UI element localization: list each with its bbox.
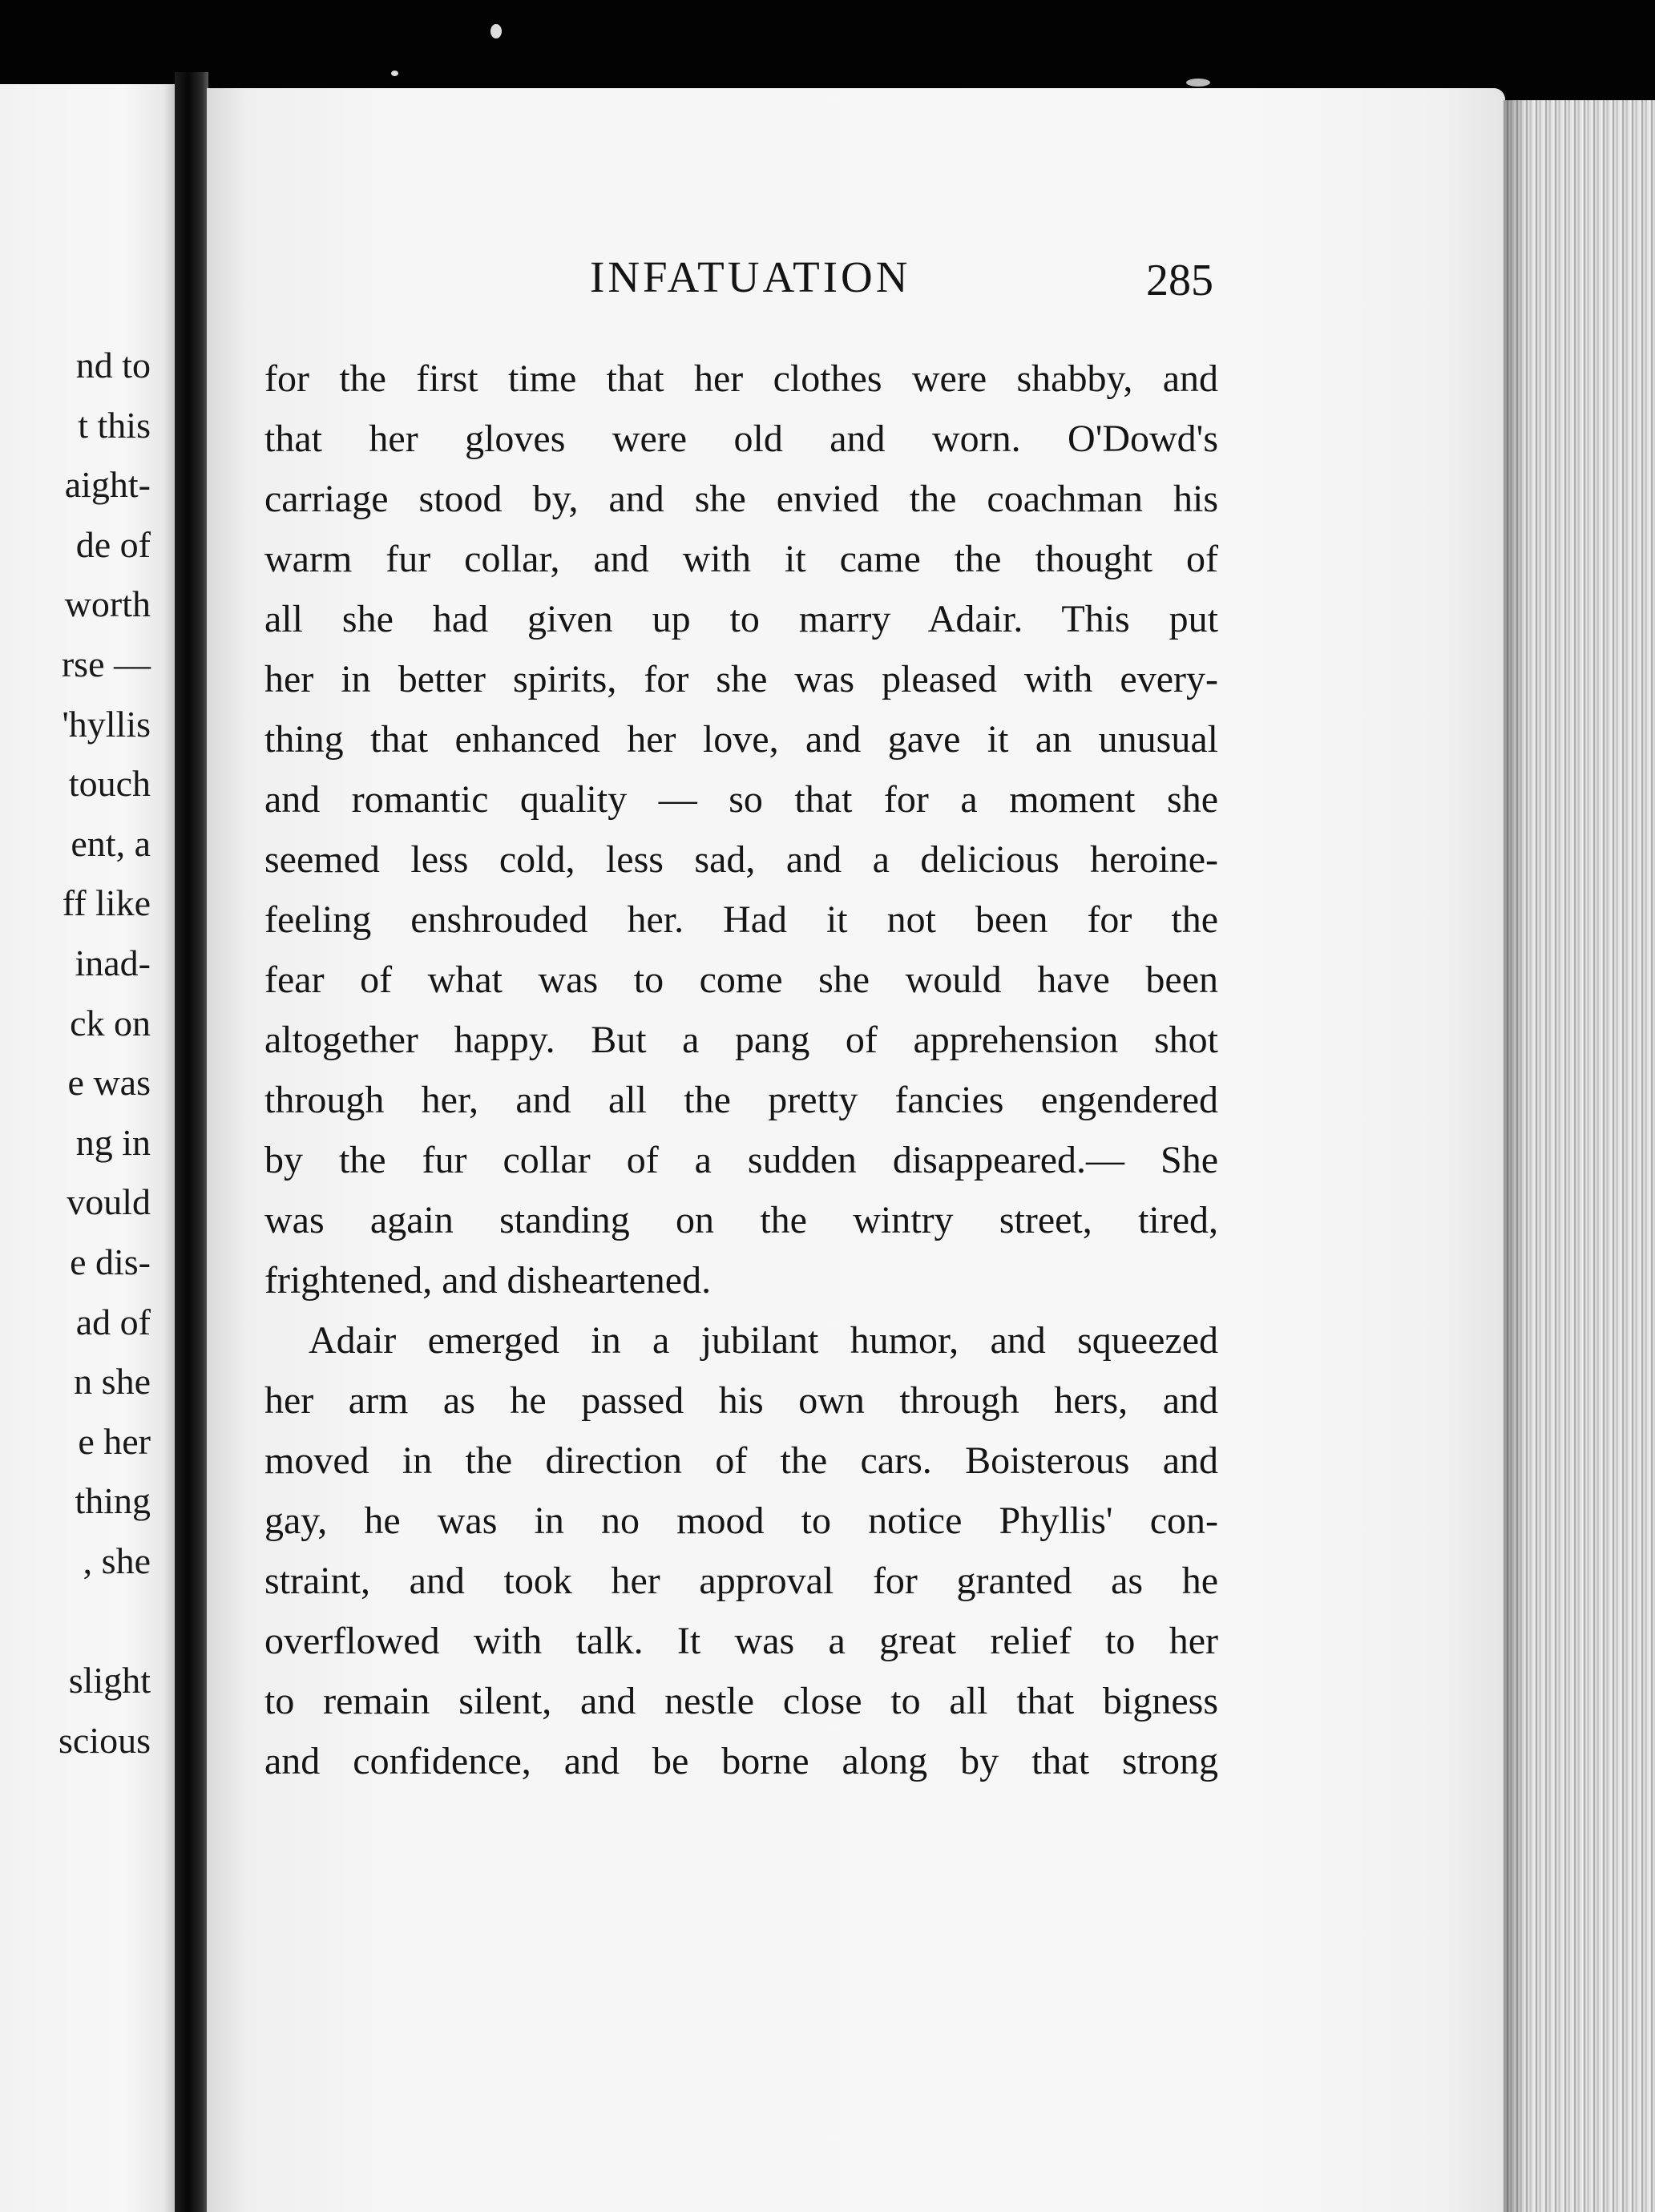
text-line: Adair emerged in a jubilant humor, and squeezed [309, 1319, 1218, 1362]
left-page-line-fragment: e dis- [70, 1241, 151, 1282]
left-page-line-fragment: rse — [61, 644, 151, 684]
text-line: that her gloves were old and worn. O'Dowd's [264, 418, 1218, 460]
left-page-line-fragment: ent, a [71, 822, 151, 864]
left-page-line-fragment: slight [68, 1660, 151, 1701]
fore-edge-shadow [1504, 100, 1528, 2212]
text-line: to remain silent, and nestle close to all that bigness [264, 1680, 1218, 1722]
text-line: by the fur collar of a sudden disappeared.— She [264, 1139, 1218, 1181]
text-line: frightened, and disheartened. [264, 1259, 712, 1302]
text-line: warm fur collar, and with it came the thought of [264, 538, 1218, 580]
text-line: and romantic quality — so that for a moment she [264, 778, 1218, 821]
text-line: overflowed with talk. It was a great relief to her [264, 1620, 1218, 1662]
left-page-line-fragment: t this [78, 404, 151, 446]
text-line: altogether happy. But a pang of apprehension shot [264, 1019, 1218, 1061]
left-page-line-fragment: e was [67, 1062, 151, 1104]
text-line: feeling enshrouded her. Had it not been for the [264, 898, 1218, 941]
left-page-line-fragment: 'hyllis [62, 703, 151, 745]
left-page-line-fragment: e her [78, 1420, 151, 1462]
book-gutter [175, 72, 208, 2212]
text-line: straint, and took her approval for granted as he [264, 1560, 1218, 1602]
left-page-line-fragment: aight- [64, 464, 151, 506]
left-page-line-fragment: ck on [70, 1002, 151, 1043]
text-line: her arm as he passed his own through hers, and [264, 1379, 1218, 1422]
left-page-line-fragment: scious [59, 1719, 151, 1761]
text-line: fear of what was to come she would have been [264, 959, 1218, 1001]
left-page-line-fragment: ng in [75, 1121, 151, 1163]
scan-speck [490, 24, 502, 38]
text-line: was again standing on the wintry street, tired, [264, 1199, 1218, 1241]
text-line: through her, and all the pretty fancies engendered [264, 1079, 1218, 1121]
left-page-line-fragment: de of [75, 523, 151, 565]
text-line: her in better spirits, for she was pleased with every- [264, 658, 1218, 700]
left-page-line-fragment: ad of [75, 1301, 151, 1342]
text-line: all she had given up to marry Adair. This put [264, 598, 1218, 640]
scan-speck [1186, 79, 1210, 87]
text-line: thing that enhanced her love, and gave it an unusual [264, 718, 1218, 761]
left-page [0, 84, 178, 2212]
scan-speck [391, 71, 398, 76]
left-page-line-fragment: , she [83, 1540, 151, 1581]
text-line: moved in the direction of the cars. Boisterous and [264, 1439, 1218, 1482]
paragraph [264, 1310, 1218, 1791]
text-line: carriage stood by, and she envied the coachman his [264, 478, 1218, 520]
paragraph [264, 349, 1218, 1310]
left-page-line-fragment: ff like [62, 882, 151, 924]
left-page-line-fragment: nd to [75, 345, 151, 385]
text-line: for the first time that her clothes were shabby, and [264, 357, 1218, 400]
left-page-line-fragment: thing [75, 1480, 151, 1522]
page-number: 285 [1146, 256, 1213, 305]
left-page-line-fragment: inad- [75, 943, 151, 983]
text-line: and confidence, and be borne along by that strong [264, 1740, 1218, 1782]
running-head: INFATUATION [590, 252, 911, 301]
left-page-line-fragment: vould [67, 1181, 151, 1223]
left-page-line-fragment: touch [68, 763, 151, 805]
left-page-line-fragment: n she [74, 1361, 151, 1403]
body-text [264, 349, 1218, 1791]
text-line: gay, he was in no mood to notice Phyllis' con- [264, 1500, 1218, 1542]
text-line: seemed less cold, less sad, and a delicious heroine- [264, 838, 1218, 881]
left-page-line-fragment: worth [64, 583, 151, 625]
